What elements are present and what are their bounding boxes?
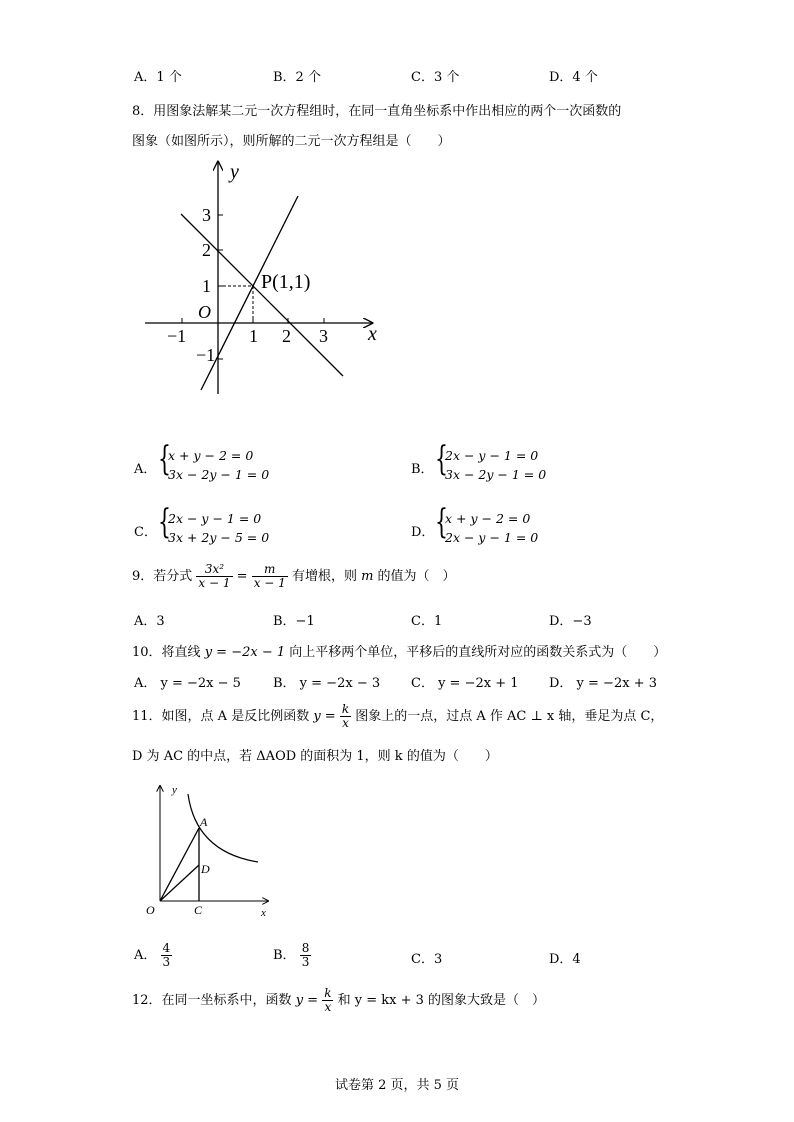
q12-suffix: 和 y = kx + 3 的图象大致是（ ） bbox=[333, 993, 546, 1008]
tick-y-neg1: −1 bbox=[196, 345, 216, 365]
brace: { bbox=[158, 502, 171, 542]
q9-prefix: 9．若分式 bbox=[132, 569, 193, 584]
q12-stem bbox=[132, 987, 545, 1014]
denominator: 3 bbox=[301, 955, 310, 969]
tick-x-3: 3 bbox=[319, 326, 328, 346]
q11-line1-b: 图象上的一点，过点 A 作 AC ⊥ x 轴，垂足为点 C， bbox=[351, 709, 664, 724]
page-footer: 试卷第 2 页，共 5 页 bbox=[334, 1078, 460, 1093]
option-label: A． bbox=[134, 948, 157, 963]
denominator: x − 1 bbox=[198, 576, 231, 590]
brace: { bbox=[435, 502, 448, 542]
tick-x-1: 1 bbox=[249, 326, 258, 346]
q8-option-b-label: B． bbox=[411, 462, 434, 477]
x-label: x bbox=[261, 907, 266, 919]
q9-fraction-right bbox=[252, 563, 288, 590]
q7-option-d: D．4 个 bbox=[549, 70, 598, 85]
q9-option-c: C．1 bbox=[411, 614, 443, 629]
q11-stem-line2: D 为 AC 的中点，若 ΔAOD 的面积为 1，则 k 的值为（ ） bbox=[132, 749, 498, 764]
x-axis-label: x bbox=[368, 323, 377, 345]
q8-option-c-label: C． bbox=[134, 525, 157, 540]
numerator: m bbox=[252, 563, 288, 577]
q9-equals: = bbox=[236, 569, 248, 584]
q10-option-a: A． y = −2x − 5 bbox=[134, 676, 241, 691]
q10-option-b: B． y = −2x − 3 bbox=[273, 676, 381, 691]
q11-stem-line1 bbox=[132, 703, 663, 730]
q12-y: y = bbox=[295, 993, 319, 1008]
numerator: k bbox=[324, 986, 332, 1000]
y-label: y bbox=[172, 784, 177, 796]
tick-x-2: 2 bbox=[282, 326, 291, 346]
q9-suffix-a: 有增根，则 bbox=[291, 569, 362, 584]
q8-stem-line2: 图象（如图所示），则所解的二元一次方程组是（ ） bbox=[132, 134, 451, 149]
q12-prefix: 12．在同一坐标系中，函数 bbox=[132, 993, 296, 1008]
numerator: k bbox=[341, 702, 350, 716]
q11-line1-a: 11．如图，点 A 是反比例函数 bbox=[132, 709, 314, 724]
equation-1: 2x − y − 1 = 0 bbox=[445, 448, 539, 463]
y-axis-label: y bbox=[230, 161, 239, 183]
q9-suffix-b: 的值为（ ） bbox=[373, 569, 456, 584]
denominator: x bbox=[342, 716, 349, 730]
equation-2: 3x − 2y − 1 = 0 bbox=[445, 467, 547, 482]
q10-option-c: C． y = −2x + 1 bbox=[411, 676, 519, 691]
q8-graph bbox=[140, 158, 390, 398]
fraction bbox=[300, 942, 312, 969]
q11-option-d: D．4 bbox=[549, 952, 581, 967]
q9-var-m: m bbox=[361, 569, 374, 584]
q9-stem bbox=[132, 563, 456, 590]
q7-option-a: A．1 个 bbox=[134, 70, 182, 85]
option-label: B． bbox=[273, 948, 296, 963]
q8-stem-line1: 8．用图象法解某二元一次方程组时，在同一直角坐标系中作出相应的两个一次函数的 bbox=[132, 104, 622, 119]
q10-prefix: 10．将直线 bbox=[132, 645, 205, 660]
numerator: 3x² bbox=[196, 563, 232, 577]
equation-2: 2x − y − 1 = 0 bbox=[445, 530, 539, 545]
q7-option-b: B．2 个 bbox=[273, 70, 321, 85]
q11-graph bbox=[140, 780, 280, 925]
fraction bbox=[161, 942, 173, 969]
point-d-label: D bbox=[201, 862, 210, 876]
brace: { bbox=[435, 439, 448, 479]
point-a-label: A bbox=[200, 815, 208, 829]
q9-option-a: A．3 bbox=[134, 614, 165, 629]
brace: { bbox=[158, 439, 171, 479]
line-2x-minus-y-1 bbox=[201, 196, 298, 390]
point-c-label: C bbox=[194, 903, 203, 917]
segment-od bbox=[160, 865, 199, 901]
denominator: x − 1 bbox=[253, 576, 286, 590]
denominator: 3 bbox=[162, 955, 171, 969]
q10-expression: y = −2x − 1 bbox=[204, 645, 286, 660]
tick-x-neg1: −1 bbox=[167, 326, 187, 346]
tick-y-1: 1 bbox=[202, 276, 211, 296]
denominator: x bbox=[324, 1000, 332, 1014]
equation-1: 2x − y − 1 = 0 bbox=[168, 511, 262, 526]
equation-1: x + y − 2 = 0 bbox=[168, 448, 254, 463]
q10-option-d: D． y = −2x + 3 bbox=[549, 676, 657, 691]
q9-option-b: B．−1 bbox=[273, 614, 315, 629]
q12-fraction bbox=[322, 987, 333, 1014]
q7-option-c: C．3 个 bbox=[411, 70, 460, 85]
q11-option-b bbox=[273, 942, 311, 969]
q11-option-a bbox=[134, 942, 172, 969]
equation-2: 3x + 2y − 5 = 0 bbox=[168, 530, 270, 545]
equation-1: x + y − 2 = 0 bbox=[445, 511, 531, 526]
segment-oa bbox=[160, 828, 199, 901]
q8-option-d-label: D． bbox=[411, 525, 435, 540]
q10-stem bbox=[132, 641, 666, 660]
q8-option-a-label: A． bbox=[134, 462, 157, 477]
q11-option-c: C．3 bbox=[411, 952, 443, 967]
point-p-label: P(1,1) bbox=[261, 271, 311, 293]
origin-label: O bbox=[198, 302, 211, 322]
q9-option-d: D．−3 bbox=[549, 614, 592, 629]
q9-fraction-left bbox=[196, 563, 232, 590]
numerator: 4 bbox=[162, 941, 171, 955]
origin-label: O bbox=[146, 903, 155, 917]
numerator: 8 bbox=[301, 941, 310, 955]
tick-y-2: 2 bbox=[202, 240, 211, 260]
tick-y-3: 3 bbox=[202, 205, 211, 225]
q11-y: y = bbox=[313, 709, 336, 724]
q11-fraction bbox=[340, 703, 351, 730]
q10-suffix: 向上平移两个单位，平移后的直线所对应的函数关系式为（ ） bbox=[285, 645, 667, 660]
equation-2: 3x − 2y − 1 = 0 bbox=[168, 467, 270, 482]
